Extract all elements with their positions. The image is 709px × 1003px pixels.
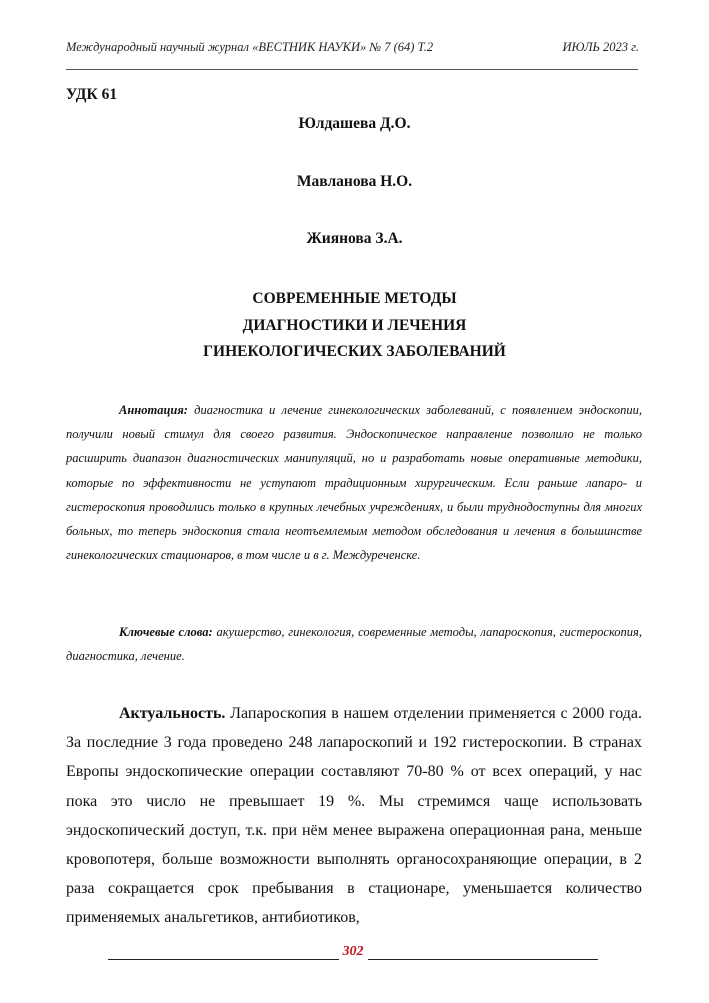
relevance-text: Лапароскопия в нашем отделении применяется с 2000 года. За последние 3 года проведено 248 лапароскопий и 192 гистероскопии. В странах Европы эндоскопические операции составляют 70-80 % от всех операций, у нас пока это число не превышает 19 %. Мы стремимся чаще использовать эндоскопический доступ, т.к. при нём менее выражена операционная рана, меньше кровопотеря, больше возможности выполнять органосохраняющие операции, в 2 раза сокращается срок пребывания в стационаре, уменьшается количество применяемых анальгетиков, антибиотиков,: [66, 705, 642, 927]
author-2: Мавланова Н.О.: [296, 173, 413, 190]
article-title: [0, 286, 709, 366]
page-footer: [108, 944, 598, 960]
journal-name: Международный научный журнал «ВЕСТНИК НАУКИ» № 7 (64) Т.2: [66, 40, 434, 54]
keywords-label: Ключевые слова:: [119, 625, 213, 639]
author-1: Юлдашева Д.О.: [298, 115, 411, 132]
footer-rule-left: [108, 945, 339, 960]
keywords: [66, 620, 642, 668]
title-line-2: ДИАГНОСТИКИ И ЛЕЧЕНИЯ: [242, 316, 467, 334]
udk-code: УДК 61: [66, 86, 118, 103]
title-line-3: ГИНЕКОЛОГИЧЕСКИХ ЗАБОЛЕВАНИЙ: [203, 343, 506, 360]
running-header: [66, 40, 639, 55]
keywords-text: акушерство, гинекология, современные методы, лапароскопия, гистероскопия, диагностика, лечение.: [66, 625, 642, 664]
relevance-label: Актуальность.: [119, 705, 226, 722]
abstract-label: Аннотация:: [119, 403, 188, 417]
relevance-paragraph: [66, 699, 642, 933]
abstract-text: диагностика и лечение гинекологических заболеваний, с появлением эндоскопии, получили новый стимул для своего развития. Эндоскопическое направление позволило не только расширить диапазон диагностических манипуляций, но и разработать новые оперативные методики, которые по эффективности не уступают традиционным хирургическим. Если раньше лапаро- и гистероскопия проводились только в крупных лечебных учреждениях, и были труднодоступны для многих больных, то теперь эндоскопия стала неотъемлемым методом обследования и лечения в большинстве гинекологических стационаров, в том числе и в г. Междуреченске.: [66, 403, 642, 563]
page-number: 302: [342, 944, 364, 959]
abstract: [66, 398, 642, 567]
title-line-1: СОВРЕМЕННЫЕ МЕТОДЫ: [252, 290, 457, 307]
author-3: Жиянова З.А.: [306, 230, 403, 247]
issue-date: ИЮЛЬ 2023 г.: [562, 40, 639, 54]
header-divider: [66, 69, 638, 70]
footer-rule-right: [368, 945, 599, 960]
